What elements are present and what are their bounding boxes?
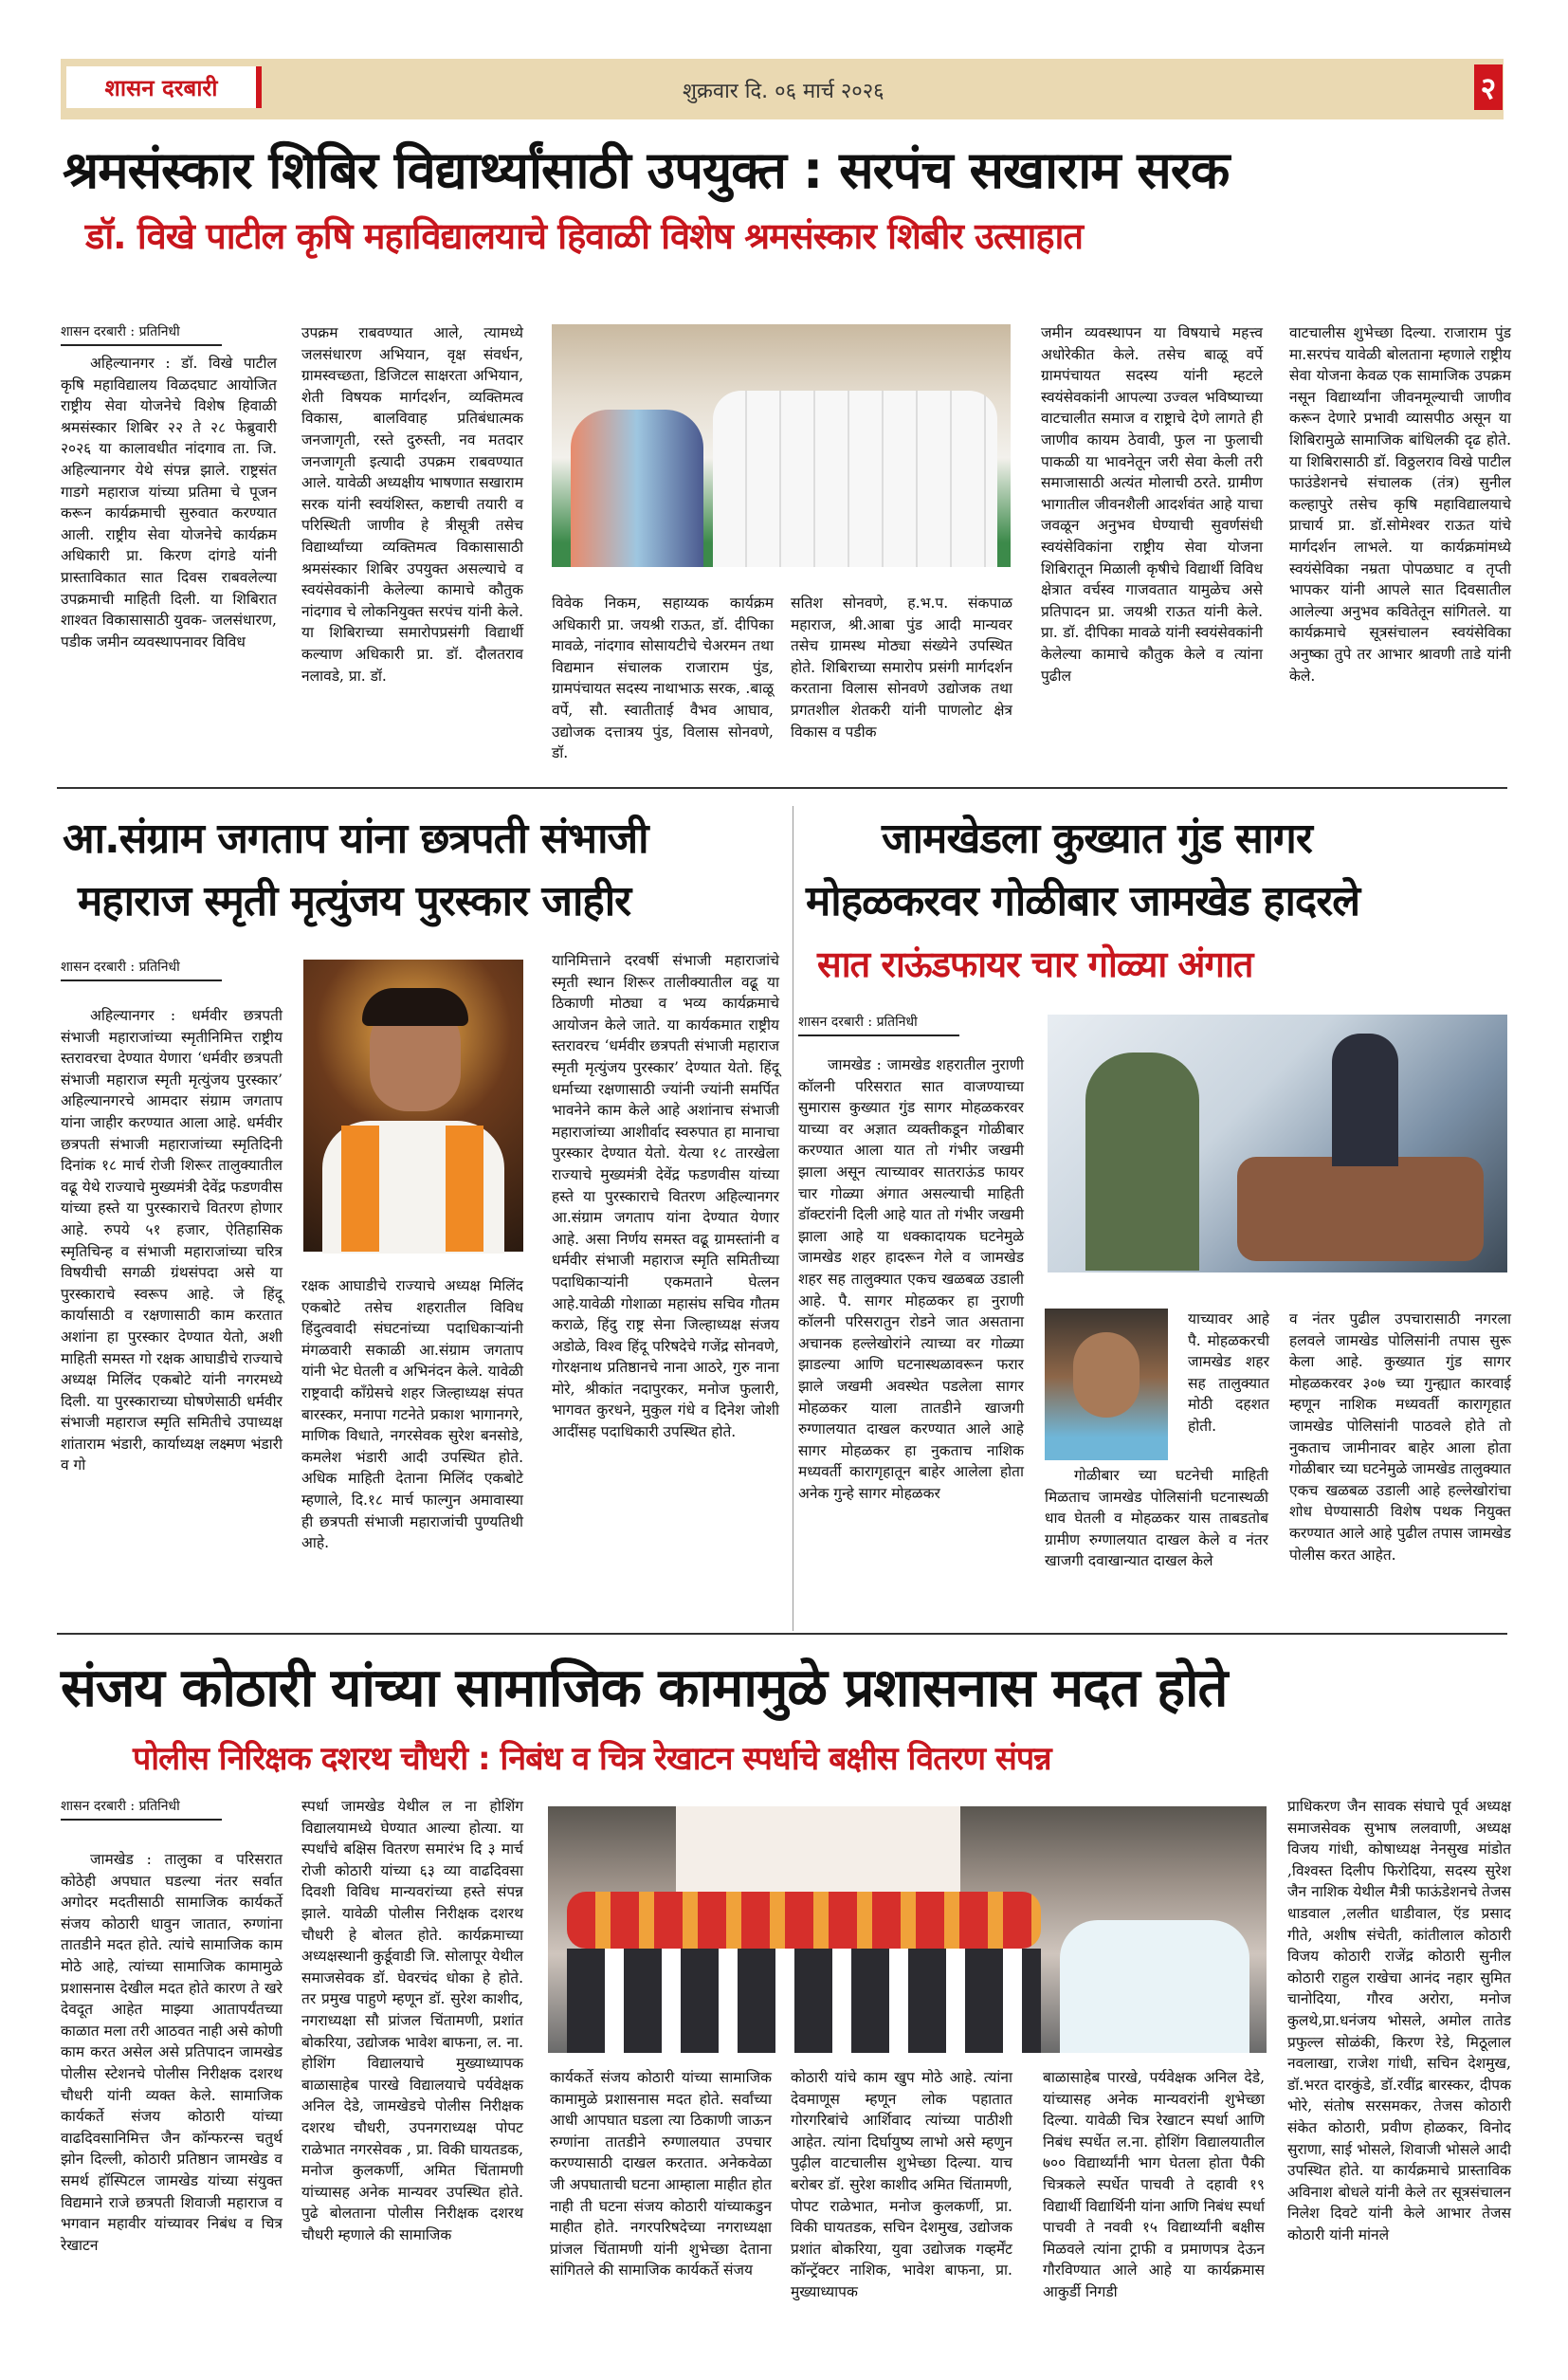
story4-byline: शासन दरबारी : प्रतिनिधी [61, 1797, 222, 1821]
story3-suspect-photo [1045, 1309, 1168, 1460]
section-divider [57, 1633, 1507, 1635]
story2-byline: शासन दरबारी : प्रतिनिधी [61, 958, 222, 981]
story4-column-1: जामखेड : तालुका व परिसरात कोठेही अपघात घडल्या नंतर सर्वात अगोदर मदतीसाठी सामाजिक कार्यकर्ते संजय कोठारी धावुन जातात, रुग्णांना तातडीने मदत होते. त्यांचे सामाजिक काम मोठे आहे, त्यांच्या सामाजिक कामामुळे प्रशासनास देखील मदत होते कारण ते खरे देवदूत आहेत माझ्या आतापर्यंतच्या काळात मला तरी आठवत नाही असे कोणी काम करत असेल असे प्रतिपादन जामखेड पोलीस स्टेशनचे पोलीस निरीक्षक दशरथ चौधरी यांनी व्यक्त केले. सामाजिक कार्यकर्ते संजय कोठारी यांच्या वाढदिवसानिमित्त जैन कॉन्फरन्स चतुर्थ झोन दिल्ली, कोठारी प्रतिष्ठान जामखेड व समर्थ हॉस्पिटल जामखेड यांच्या संयुक्त विद्यमाने राजे छत्रपती शिवाजी महाराज व भगवान महावीर यांच्यावर निबंध व चित्र रेखाटन [61, 1851, 283, 2254]
story2-portrait-photo [303, 960, 523, 1252]
story3-subhead: सात राऊंडफायर चार गोळ्या अंगात [817, 943, 1253, 985]
story4-award-photo [548, 1806, 1267, 2053]
story4-column-5: बाळासाहेब पारखे, पर्यवेक्षक अनिल देडे, यांच्यासह अनेक मान्यवरांनी शुभेच्छा दिल्या. यावेळी चित्र रेखाटन स्पर्धा आणि निबंध स्पर्धेत ल.ना. होशिंग विद्यालयातील ७०० विद्यार्थ्यांनी भाग घेतला होता पैकी चित्रकले स्पर्धेत पाचवी ते दहावी १९ विद्यार्थी विद्यार्थिनी यांना आणि निबंध स्पर्धा पाचवी ते नववी १५ विद्यार्थ्यांनी बक्षीस मिळवले त्यांना ट्राफी व प्रमाणपत्र देऊन गौरविण्यात आले आहे या कार्यक्रमास आकुर्डी निगडी [1043, 2069, 1265, 2300]
story3-column-3: व नंतर पुढील उपचारासाठी नगरला हलवले जामखेड पोलिसांनी तपास सुरू केला आहे. कुख्यात गुंड सागर मोहळकरवर ३०७ च्या गुन्ह्यात कारवाई म्हणून नाशिक मध्यवर्ती कारागृहात जामखेड पोलिसांनी पाठवले होते तो नुकताच जामीनावर बाहेर आला होता गोळीबार च्या घटनेमुळे जामखेड तालुक्यात एकच खळबळ उडाली आहे हल्लेखोरांचा शोध घेण्यासाठी विशेष पथक नियुक्त करण्यात आले आहे पुढील तपास जामखेड पोलीस करत आहेत. [1289, 1310, 1511, 1564]
newspaper-logo [66, 66, 262, 108]
story2-column-2: रक्षक आघाडीचे राज्याचे अध्यक्ष मिलिंद एकबोटे तसेच शहरातील विविध हिंदुत्ववादी संघटनांच्या पदाधिकाऱ्यांनी मंगळवारी सकाळी आ.संग्राम जगताप यांनी भेट घेतली व अभिनंदन केले. यावेळी राष्ट्रवादी कॉंग्रेसचे शहर जिल्हाध्यक्ष संपत बारस्कर, मनापा गटनेते प्रकाश भागानगरे, माणिक विधाते, नगरसेवक सुरेश बनसोडे, कमलेश भंडारी आदी उपस्थित होते. अधिक माहिती देताना मिलिंद एकबोटे म्हणाले, दि.१८ मार्च फाल्गुन अमावास्या ही छत्रपती संभाजी महाराजांची पुण्यतिथी आहे. [301, 1277, 523, 1552]
story3-column-2a: याच्यावर आहे पै. मोहळकरची जामखेड शहर सह तालुक्यात मोठी दहशत होती. [1188, 1310, 1269, 1435]
story1-column-1: अहिल्यानगर : डॉ. विखे पाटील कृषि महाविद्यालय विळदघाट आयोजित राष्ट्रीय सेवा योजनेचे विशेष हिवाळी श्रमसंस्कार शिबिर २२ ते २८ फेब्रुवारी २०२६ या कालावधीत नांदगाव ता. जि. अहिल्यानगर येथे संपन्न झाले. राष्ट्रसंत गाडगे महाराज यांच्या प्रतिमा चे पूजन करून कार्यक्रमाची सुरुवात करण्यात आली. राष्ट्रीय सेवा योजनेचे कार्यक्रम अधिकारी प्रा. किरण दांगडे यांनी प्रास्ताविकात सात दिवस राबवलेल्या उपक्रमाची माहिती दिली. या शिबिरात शाश्वत विकासासाठी युवक- जलसंधारण, पडीक जमीन व्यवस्थापनावर विविध [61, 355, 277, 650]
story1-headline: श्रमसंस्कार शिबिर विद्यार्थ्यांसाठी उपयुक्त : सरपंच सखाराम सरक [63, 140, 1230, 200]
story1-column-3: विवेक निकम, सहाय्यक कार्यक्रम अधिकारी प्रा. जयश्री राऊत, डॉ. दीपिका मावळे, नांदगाव सोसायटीचे चेअरमन तथा विद्यमान संचालक राजाराम पुंड, ग्रामपंचायत सदस्य नाथाभाऊ सरक, .बाळू वर्पे, सौ. स्वातीताई वैभव आघाव, उद्योजक दत्तात्रय पुंड, विलास सोनवणे, डॉ. [552, 595, 774, 762]
story2-column-3: यानिमित्ताने दरवर्षी संभाजी महाराजांचे स्मृती स्थान शिरूर तालीक्यातील वढू या ठिकाणी मोठ्या व भव्य कार्यक्रमाचे आयोजन केले जाते. या कार्यकमात राष्ट्रीय स्तरावरच ‘धर्मवीर छत्रपती संभाजी महाराज स्मृती मृत्युंजय पुरस्कार’ देण्यात येतो. हिंदू धर्माच्या रक्षणासाठी ज्यांनी ज्यांनी समर्पित भावनेने काम केले आहे अशांनाच संभाजी महाराजांच्या आशीर्वाद स्वरुपात हा मानाचा पुरस्कार देण्यात येतो. येत्या १८ तारखेला राज्याचे मुख्यमंत्री देवेंद्र फडणवीस यांच्या हस्ते या पुरस्काराचे वितरण अहिल्यानगर आ.संग्राम जगताप यांना देण्यात येणार आहे. असा निर्णय समस्त वढू ग्रामस्तांनी व धर्मवीर संभाजी महाराज स्मृति समितीच्या पदाधिकाऱ्यांनी एकमताने घेत्लन आहे.यावेळी गोशाळा महासंघ सचिव गौतम कराळे, हिंदु राष्ट्र सेना जिल्हाध्यक्ष संजय अडोळे, विश्व हिंदू परिषदेचे गजेंद्र सोनवणे, गोरक्षनाथ प्रतिष्ठानचे नाना आठरे, गुरु नाना मोरे, श्रीकांत नदापुरकर, मनोज फुलारी, भागवत कुरधने, मुकुल गंधे व दिनेश जोशी आदींसह पदाधिकारी उपस्थित होते. [552, 952, 779, 1441]
story4-column-3: कार्यकर्ते संजय कोठारी यांच्या सामाजिक कामामुळे प्रशासनास मदत होते. सर्वांच्या आधी आपघात घडला त्या ठिकाणी जाऊन रुग्णांना तातडीने रुग्णालयात उपचार करण्यासाठी दाखल करतात. अनेकवेळा जी अपघाताची घटना आम्हाला माहीत होत नाही ती घटना संजय कोठारी यांच्याकडुन माहीत होते. नगरपरिषदेच्या नगराध्यक्षा प्रांजल चिंतामणी यांनी शुभेच्छा देताना सांगितले की सामाजिक कार्यकर्ते संजय [550, 2069, 772, 2279]
story1-photo [552, 324, 1011, 567]
story4-column-6: प्राधिकरण जैन सावक संघाचे पूर्व अध्यक्ष समाजसेवक सुभाष ललवाणी, अध्यक्ष विजय गांधी, कोषाध्यक्ष नेनसुख मांडोत ,विश्वस्त दिलीप फिरोदिया, सदस्य सुरेश जैन नाशिक येथील मैत्री फाऊंडेशनचे तेजस धाडवाल ,ललीत धाडीवाल, ऍड प्रसाद गीते, अशीष संचेती, कांतीलाल कोठारी विजय कोठारी राजेंद्र कोठारी सुनील कोठारी राहुल राखेचा आनंद नहार सुमित चानोदिया, गौरव अरोरा, मनोज कुलथे,प्रा.धनंजय भोसले, अमोल तातेड प्रफुल्ल सोळंकी, किरण रेडे, मिठूलाल नवलाखा, राजेश गांधी, सचिन देशमुख, डॉ.भरत दारकुंडे, डॉ.रवींद्र बारस्कर, दीपक भोरे, संतोष सरसमकर, तेजस कोठारी संकेत कोठारी, प्रवीण होळकर, विनोद सुराणा, साई भोसले, शिवाजी भोसले आदी उपस्थित होते. या कार्यक्रमाचे प्रास्ताविक अविनाश बोधले यांनी केले तर सूत्रसंचालन निलेश दिवटे यांनी केले आभार तेजस कोठारी यांनी मांनले [1287, 1798, 1511, 2243]
story4-column-4: कोठारी यांचे काम खुप मोठे आहे. त्यांना देवमाणूस म्हणून लोक पहातात गोरगरिबांचे आर्शिवाद त्यांच्या पाठीशी आहेत. त्यांना दिर्घायुष्य लाभो असे म्हणुन पुढ़ील वाटचालीस शुभेच्छा दिल्या. याच बरोबर डॉ. सुरेश काशीद अमित चिंतामणी, पोपट राळेभात, मनोज कुलकर्णी, प्रा. विकी घायतडक, सचिन देशमुख, उद्योजक प्रशांत बोकरिया, युवा उद्योजक गव्हर्मेंट कॉन्ट्रॅक्टर नाशिक, भावेश बाफना, प्रा. मुख्याध्यापक [791, 2069, 1012, 2300]
page-number: २ [1474, 64, 1503, 110]
story4-headline: संजय कोठारी यांच्या सामाजिक कामामुळे प्रशासनास मदत होते [61, 1657, 1228, 1719]
story3-headline-line1: जामखेडला कुख्यात गुंड सागर [882, 815, 1312, 863]
story2-headline-line2: महाराज स्मृती मृत्युंजय पुरस्कार जाहीर [78, 877, 631, 925]
story2-headline-line1: आ.संग्राम जगताप यांना छत्रपती संभाजी [63, 815, 648, 863]
story2-column-1: अहिल्यानगर : धर्मवीर छत्रपती संभाजी महाराजांच्या स्मृतीनिमित्त राष्ट्रीय स्तरावरचा देण्यात येणारा ‘धर्मवीर छत्रपती संभाजी महाराज स्मृती मृत्युंजय पुरस्कार’ अहिल्यानगरचे आमदार संग्राम जगताप यांना जाहीर करण्यात आला आहे. धर्मवीर छत्रपती संभाजी महाराजांच्या स्मृतिदिनी दिनांक १८ मार्च रोजी शिरूर तालुक्यातील वढू येथे राज्याचे मुख्यमंत्री देवेंद्र फडणवीस यांच्या हस्ते या पुरस्काराचे वितरण होणार आहे. रुपये ५१ हजार, ऐतिहासिक स्मृतिचिन्ह व संभाजी महाराजांच्या चरित्र विषयीची सगळी ग्रंथसंपदा असे या पुरस्काराचे स्वरूप आहे. जे हिंदू कार्यासाठी व रक्षणासाठी काम करतात अशांना हा पुरस्कार देण्यात येतो, अशी माहिती समस्त गो रक्षक आघाडीचे राज्याचे अध्यक्ष मिलिंद एकबोटे यांनी नगरमध्ये दिली. या पुरस्काराच्या घोषणेसाठी धर्मवीर संभाजी महाराज स्मृति समितीचे उपाध्यक्ष शांताराम भंडारी, कार्याध्यक्ष लक्ष्मण भंडारी व गो [61, 1007, 283, 1474]
story1-column-4: सतिश सोनवणे, ह.भ.प. संकपाळ महाराज, श्री.आबा पुंड आदी मान्यवर तसेच ग्रामस्थ मोठ्या संख्येने उपस्थित होते. शिबिराच्या समारोप प्रसंगी मार्गदर्शन करताना विलास सोनवणे उद्योजक तथा प्रगतशील शेतकरी यांनी पाणलोट क्षेत्र विकास व पडीक [791, 595, 1012, 741]
story3-headline-line2: मोहळकरवर गोळीबार जामखेड हादरले [806, 877, 1360, 925]
story3-hospital-photo [1048, 1015, 1507, 1272]
story1-column-6: वाटचालीस शुभेच्छा दिल्या. राजाराम पुंड मा.सरपंच यावेळी बोलताना म्हणाले राष्ट्रीय सेवा योजना केवळ एक सामाजिक उपक्रम नसून विद्यार्थ्यांना जीवनमूल्याची जाणीव करून देणारे प्रभावी व्यासपीठ असून या शिबिरामुळे सामाजिक बांधिलकी दृढ होते. या शिबिरासाठी डॉ. विठ्ठलराव विखे पाटील फाउंडेशनचे संचालक (तंत्र) सुनील कल्हापुरे तसेच कृषि महाविद्यालयाचे प्राचार्य प्रा. डॉ.सोमेश्वर राऊत यांचे मार्गदर्शन लाभले. या कार्यक्रमांमध्ये स्वयंसेविका नम्रता पोपळघाट व तृप्ती भापकर यांनी आपले सात दिवसातील आलेल्या अनुभव कवितेतून सांगितले. या कार्यक्रमाचे सूत्रसंचालन स्वयंसेविका अनुष्का तुपे तर आभार श्रावणी ताडे यांनी केले. [1289, 324, 1511, 685]
story1-column-2: उपक्रम राबवण्यात आले, त्यामध्ये जलसंधारण अभियान, वृक्ष संवर्धन, ग्रामस्वच्छता, डिजिटल साक्षरता अभियान, शेती विषयक मार्गदर्शन, व्यक्तिमत्व विकास, बालविवाह प्रतिबंधात्मक जनजागृती, रस्ते दुरुस्ती, नव मतदार जनजागृती इत्यादी उपक्रम राबवण्यात आले. यावेळी अध्यक्षीय भाषणात सखाराम सरक यांनी स्वयंशिस्त, कष्टाची तयारी व परिस्थिती जाणीव हे त्रीसूत्री तसेच विद्यार्थ्यांच्या व्यक्तिमत्व विकासासाठी श्रमसंस्कार शिबिर उपयुक्त असल्याचे व स्वयंसेवकांनी केलेल्या कामाचे कौतुक नांदगाव चे लोकनियुक्त सरपंच यांनी केले. या शिबिराच्या समारोपप्रसंगी विद्यार्थी कल्याण अधिकारी प्रा. डॉ. दौलतराव नलावडे, प्रा. डॉ. [301, 324, 523, 685]
story4-column-2: स्पर्धा जामखेड येथील ल ना होशिंग विद्यालयामध्ये घेण्यात आल्या होत्या. या स्पर्धांचे बक्षिस वितरण समारंभ दि ३ मार्च रोजी कोठारी यांच्या ६३ व्या वाढदिवसा दिवशी विविध मान्यवरांच्या हस्ते संपन्न झाले. यावेळी पोलीस निरीक्षक दशरथ चौधरी हे बोलत होते. कार्यक्रमाच्या अध्यक्षस्थानी कुर्डूवाडी जि. सोलापूर येथील समाजसेवक डॉ. घेवरचंद धोका हे होते. तर प्रमुख पाहुणे म्हणून डॉ. सुरेश काशीद, नगराध्यक्षा सौ प्रांजल चिंतामणी, प्रशांत बोकरिया, उद्योजक भावेश बाफना, ल. ना. होशिंग विद्यालयाचे मुख्याध्यापक बाळासाहेब पारखे विद्यालयाचे पर्यवेक्षक अनिल देडे, जामखेडचे पोलीस निरीक्षक दशरथ चौधरी, उपनगराध्यक्ष पोपट राळेभात नगरसेवक , प्रा. विकी घायतडक, मनोज कुलकर्णी, अमित चिंतामणी यांच्यासह अनेक मान्यवर उपस्थित होते. पुढे बोलताना पोलीस निरीक्षक दशरथ चौधरी म्हणाले की सामाजिक [301, 1798, 523, 2243]
story3-column-2b: गोळीबार च्या घटनेची माहिती मिळताच जामखेड पोलिसांनी घटनास्थळी धाव घेतली व मोहळकर यास ताबडतोब ग्रामीण रुग्णालयात दाखल केले व नंतर खाजगी दवाखान्यात दाखल केले [1045, 1467, 1268, 1570]
issue-date: शुक्रवार दि. ०६ मार्च २०२६ [683, 80, 884, 103]
section-divider [57, 787, 1507, 789]
story4-subhead: पोलीस निरिक्षक दशरथ चौधरी : निबंध व चित्र रेखाटन स्पर्धाचे बक्षीस वितरण संपन्न [133, 1740, 1051, 1778]
logo-text: शासन दरबारी [104, 74, 218, 101]
story1-column-5: जमीन व्यवस्थापन या विषयाचे महत्त्व अधोरेकीत केले. तसेच बाळू वर्पे ग्रामपंचायत सदस्य यांनी म्हटले स्वयंसेवकांनी आपल्या उज्वल भविष्याच्या वाटचालीत समाज व राष्ट्राचे देणे लागते ही जाणीव कायम ठेवावी, फुल ना फुलाची पाकळी या भावनेतून जरी सेवा केली तरी समाजासाठी अत्यंत मोलाची ठरते. ग्रामीण भागातील जीवनशैली आदर्शवंत आहे याचा जवळून अनुभव घेण्याची सुवर्णसंधी स्वयंसेविकांना राष्ट्रीय सेवा योजना शिबिरातून मिळाली कृषीचे विद्यार्थी विविध क्षेत्रात वर्चस्व गाजवतात यामुळेच असे प्रतिपादन प्रा. जयश्री राऊत यांनी केले. प्रा. डॉ. दीपिका मावळे यांनी स्वयंसेवकांनी केलेल्या कामाचे कौतुक केले व त्यांना पुढील [1041, 324, 1263, 685]
story3-byline: शासन दरबारी : प्रतिनिधी [798, 1013, 959, 1036]
story3-column-1: जामखेड : जामखेड शहरातील नुराणी कॉलनी परिसरात सात वाजण्याच्या सुमारास कुख्यात गुंड सागर मोहळकरवर याच्या वर अज्ञात व्यक्तीकडून गोळीबार करण्यात आला यात तो गंभीर जखमी झाला असून त्याच्यावर सातराऊंड फायर चार गोळ्या अंगात असल्याची माहिती डॉक्टरांनी दिली आहे यात तो गंभीर जखमी झाला आहे या धक्कादायक घटनेमुळे जामखेड शहर हादरून गेले व जामखेड शहर सह तालुक्यात एकच खळबळ उडाली आहे. पै. सागर मोहळकर हा नुराणी कॉलनी परिसरातुन रोडने जात असताना अचानक हल्लेखोरांने त्याच्या वर गोळ्या झाडल्या आणि घटनास्थळावरून फरार झाले जखमी अवस्थेत पडलेला सागर मोहळकर याला तातडीने खाजगी रुग्णालयात दाखल करण्यात आले आहे सागर मोहळकर हा नुकताच नाशिक मध्यवर्ती कारागृहातून बाहेर आलेला होता अनेक गुन्हे सागर मोहळकर [798, 1056, 1024, 1502]
story1-subhead: डॉ. विखे पाटील कृषि महाविद्यालयाचे हिवाळी विशेष श्रमसंस्कार शिबीर उत्साहात [85, 215, 1083, 257]
story1-byline: शासन दरबारी : प्रतिनिधी [61, 322, 222, 346]
